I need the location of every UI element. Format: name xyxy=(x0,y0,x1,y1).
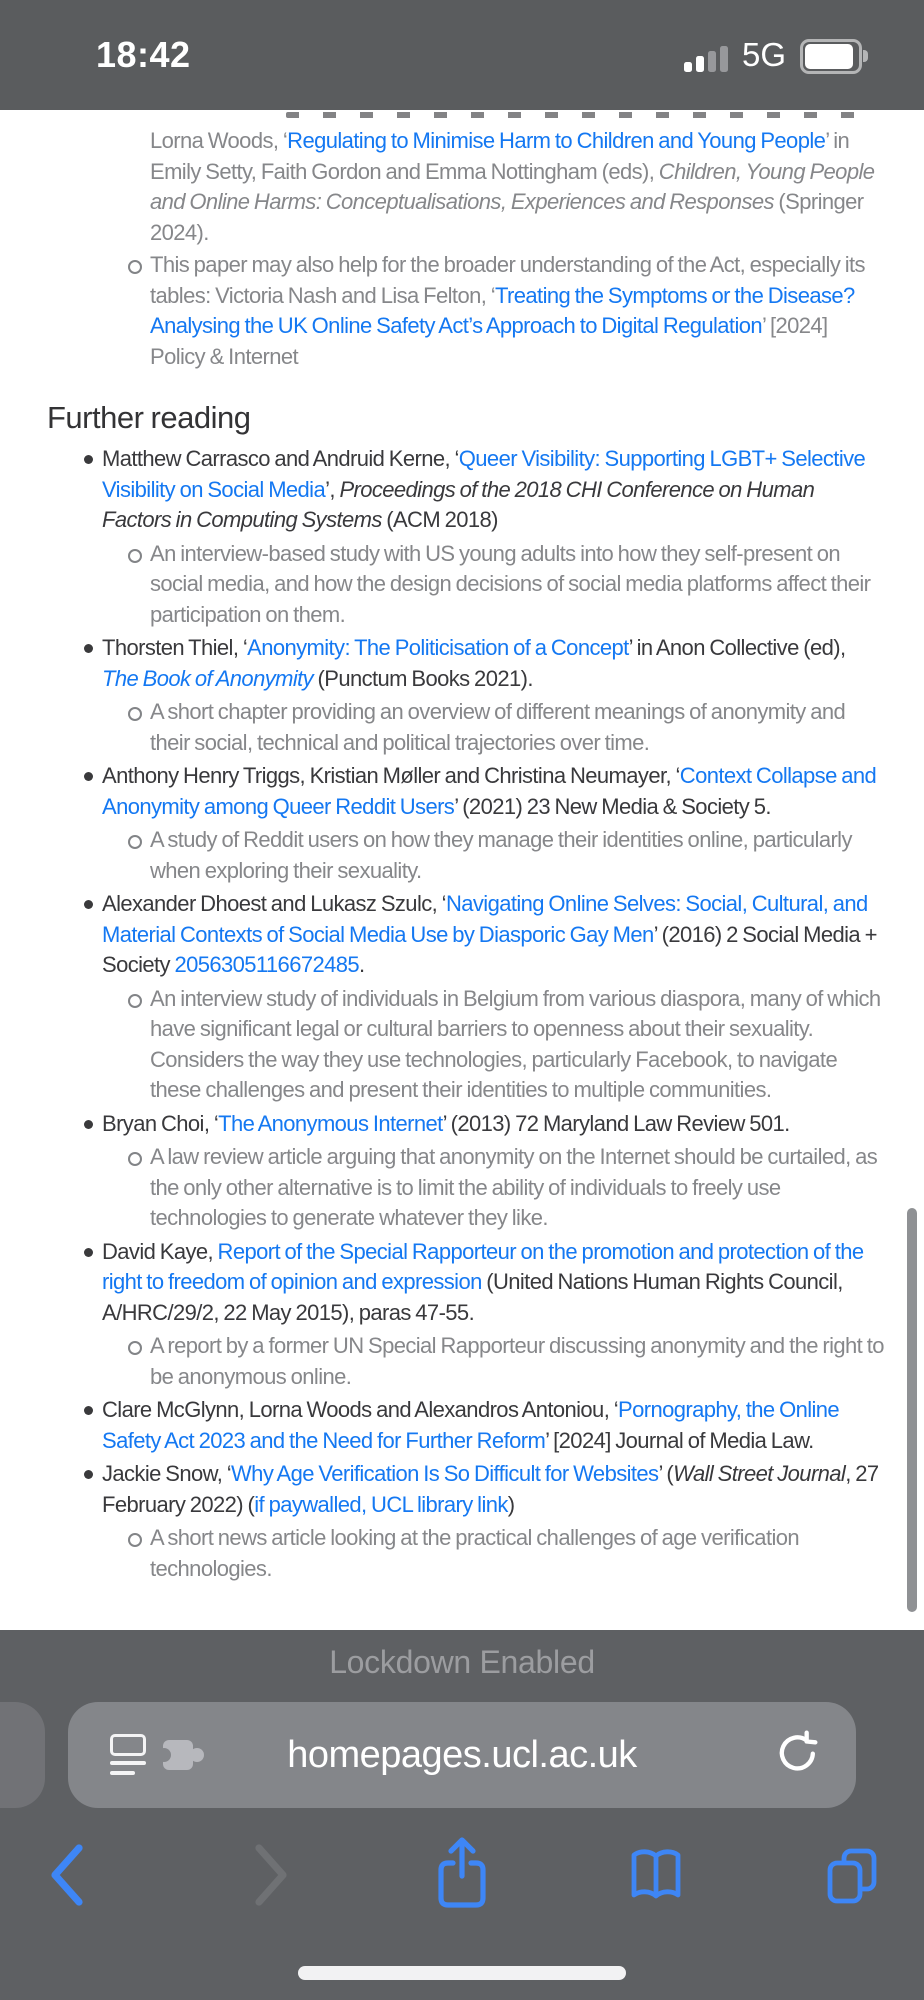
reference-link[interactable]: Context Collapse and Anonymity among Queer Reddit Users xyxy=(102,763,877,819)
extensions-icon[interactable] xyxy=(160,1738,204,1772)
reference-notes xyxy=(102,1523,884,1584)
scrollbar-thumb[interactable] xyxy=(907,1208,917,1612)
note-item: A short chapter providing an overview of different meanings of anonymity and their social, technical and political trajectories over time. xyxy=(150,697,884,758)
forward-icon[interactable] xyxy=(225,1830,315,1920)
tabs-icon[interactable] xyxy=(807,1830,897,1920)
lockdown-mode-label: Lockdown Enabled xyxy=(329,1644,595,1680)
page-details-icon[interactable] xyxy=(110,1734,146,1776)
reference-item: David Kaye, Report of the Special Rapporteur on the promotion and protection of the right to freedom of opinion and expression (United Nations Human Rights Council, A/HRC/29/2, 22 May 2015), paras 47-55. A report by a former UN Special Rapporteur discussing anonymity and the right to be anonymous online. xyxy=(102,1237,884,1393)
reference-item: Bryan Choi, ‘The Anonymous Internet’ (2013) 72 Maryland Law Review 501. A law review article arguing that anonymity on the Internet should be curtailed, as the only other alternative is to limit the ability of individuals to freely use technologies to generate whatever they like. xyxy=(102,1109,884,1234)
note-item: A short news article looking at the practical challenges of age verification technologies. xyxy=(150,1523,884,1584)
adjacent-tab-edge[interactable] xyxy=(0,1702,45,1808)
list-item: This paper may also help for the broader understanding of the Act, especially its tables: Victoria Nash and Lisa Felton, ‘Treating the Symptoms or the Disease? Analysing the UK Online Safety Act’s Approach to Digital Regulation’ [2024] Policy & Internet xyxy=(150,250,884,372)
reload-icon[interactable] xyxy=(772,1730,822,1780)
reference-link[interactable]: Treating the Symptoms or the Disease? Analysing the UK Online Safety Act’s Approach to Digital Regulation xyxy=(150,282,855,338)
note-item: An interview study of individuals in Belgium from various diaspora, many of which have significant legal or cultural barriers to openness about their sexuality. Considers the way they use technologies, particularly Facebook, to navigate these challenges and present their identities to multiple communities. xyxy=(150,984,884,1106)
note-item: A study of Reddit users on how they manage their identities online, particularly when exploring their sexuality. xyxy=(150,825,884,886)
reference-notes xyxy=(102,1331,884,1392)
safari-toolbar xyxy=(0,1630,924,2000)
signal-strength-icon xyxy=(684,45,728,72)
url-text: homepages.ucl.ac.uk xyxy=(287,1733,637,1776)
note-item: An interview-based study with US young adults into how they self-present on social media, and how the design decisions of social media platforms affect their participation on them. xyxy=(150,539,884,631)
reference-link[interactable]: 2056305116672485 xyxy=(174,952,360,977)
web-content xyxy=(0,110,924,1630)
status-bar xyxy=(0,0,924,110)
network-type-label: 5G xyxy=(741,36,786,73)
reference-link[interactable]: Why Age Verification Is So Difficult for Websites xyxy=(231,1461,659,1486)
status-time: 18:42 xyxy=(96,34,191,75)
address-bar[interactable] xyxy=(68,1702,856,1808)
further-reading-list xyxy=(47,444,884,1584)
back-icon[interactable] xyxy=(23,1830,113,1920)
home-indicator[interactable] xyxy=(298,1966,626,1980)
reference-link[interactable]: Queer Visibility: Supporting LGBT+ Selective Visibility on Social Media xyxy=(102,446,866,502)
reference-item: Alexander Dhoest and Lukasz Szulc, ‘Navigating Online Selves: Social, Cultural, and Material Contexts of Social Media Use by Diasporic Gay Men’ (2016) 2 Social Media + Society 2056305116672485. An interview study of individuals in Belgium from various diaspora, many of which have significant legal or cultural barriers to openness about their sexuality. Considers the way they use technologies, particularly Facebook, to navigate these challenges and present their identities to multiple communities. xyxy=(102,889,884,1106)
previous-section-list xyxy=(150,126,884,372)
list-item: Lorna Woods, ‘Regulating to Minimise Harm to Children and Young People’ in Emily Setty, Faith Gordon and Emma Nottingham (eds), Children, Young People and Online Harms: Conceptualisations, Experiences and Responses (Springer 2024). xyxy=(150,128,875,245)
reference-link[interactable]: The Book of Anonymity xyxy=(102,665,314,691)
status-indicators xyxy=(684,0,862,110)
clipped-text-line xyxy=(286,112,862,118)
reference-item: Thorsten Thiel, ‘Anonymity: The Politicisation of a Concept’ in Anon Collective (ed), The Book of Anonymity (Punctum Books 2021). A short chapter providing an overview of different meanings of anonymity and their social, technical and political trajectories over time. xyxy=(102,633,884,758)
reference-item: Matthew Carrasco and Andruid Kerne, ‘Queer Visibility: Supporting LGBT+ Selective Visibility on Social Media’, Proceedings of the 2018 CHI Conference on Human Factors in Computing Systems (ACM 2018) An interview-based study with US young adults into how they self-present on social media, and how the design decisions of social media platforms affect their participation on them. xyxy=(102,444,884,630)
note-item: A report by a former UN Special Rapporteur discussing anonymity and the right to be anonymous online. xyxy=(150,1331,884,1392)
reference-notes xyxy=(102,697,884,758)
reference-item: Anthony Henry Triggs, Kristian Møller and Christina Neumayer, ‘Context Collapse and Anonymity among Queer Reddit Users’ (2021) 23 New Media & Society 5. A study of Reddit users on how they manage their identities online, particularly when exploring their sexuality. xyxy=(102,761,884,886)
reference-link[interactable]: Report of the Special Rapporteur on the promotion and protection of the right to freedom of opinion and expression xyxy=(102,1238,864,1294)
reference-notes xyxy=(102,539,884,631)
navigation-row xyxy=(0,1830,924,1920)
reference-link[interactable]: Anonymity: The Politicisation of a Concept xyxy=(247,635,629,660)
section-heading: Further reading xyxy=(47,400,251,435)
reference-link[interactable]: if paywalled, UCL library link xyxy=(254,1491,508,1517)
reference-notes xyxy=(102,1142,884,1234)
reference-notes xyxy=(102,984,884,1106)
note-item: A law review article arguing that anonymity on the Internet should be curtailed, as the only other alternative is to limit the ability of individuals to freely use technologies to generate whatever they like. xyxy=(150,1142,884,1234)
reference-link[interactable]: Regulating to Minimise Harm to Children and Young People xyxy=(287,128,826,153)
reference-link[interactable]: The Anonymous Internet xyxy=(218,1110,443,1136)
bookmarks-icon[interactable] xyxy=(611,1830,701,1920)
reference-notes xyxy=(102,825,884,886)
battery-icon xyxy=(800,39,862,74)
reference-link[interactable]: Navigating Online Selves: Social, Cultural, and Material Contexts of Social Media Use by Diasporic Gay Men xyxy=(102,891,868,947)
reference-item: Clare McGlynn, Lorna Woods and Alexandros Antoniou, ‘Pornography, the Online Safety Act 2023 and the Need for Further Reform’ [2024] Journal of Media Law. xyxy=(102,1395,884,1456)
reference-link[interactable]: Pornography, the Online Safety Act 2023 and the Need for Further Reform xyxy=(102,1397,840,1453)
reference-item: Jackie Snow, ‘Why Age Verification Is So Difficult for Websites’ (Wall Street Journal, 27 February 2022) (if paywalled, UCL library link) A short news article looking at the practical challenges of age verification technologies. xyxy=(102,1459,884,1584)
share-icon[interactable] xyxy=(417,1830,507,1920)
